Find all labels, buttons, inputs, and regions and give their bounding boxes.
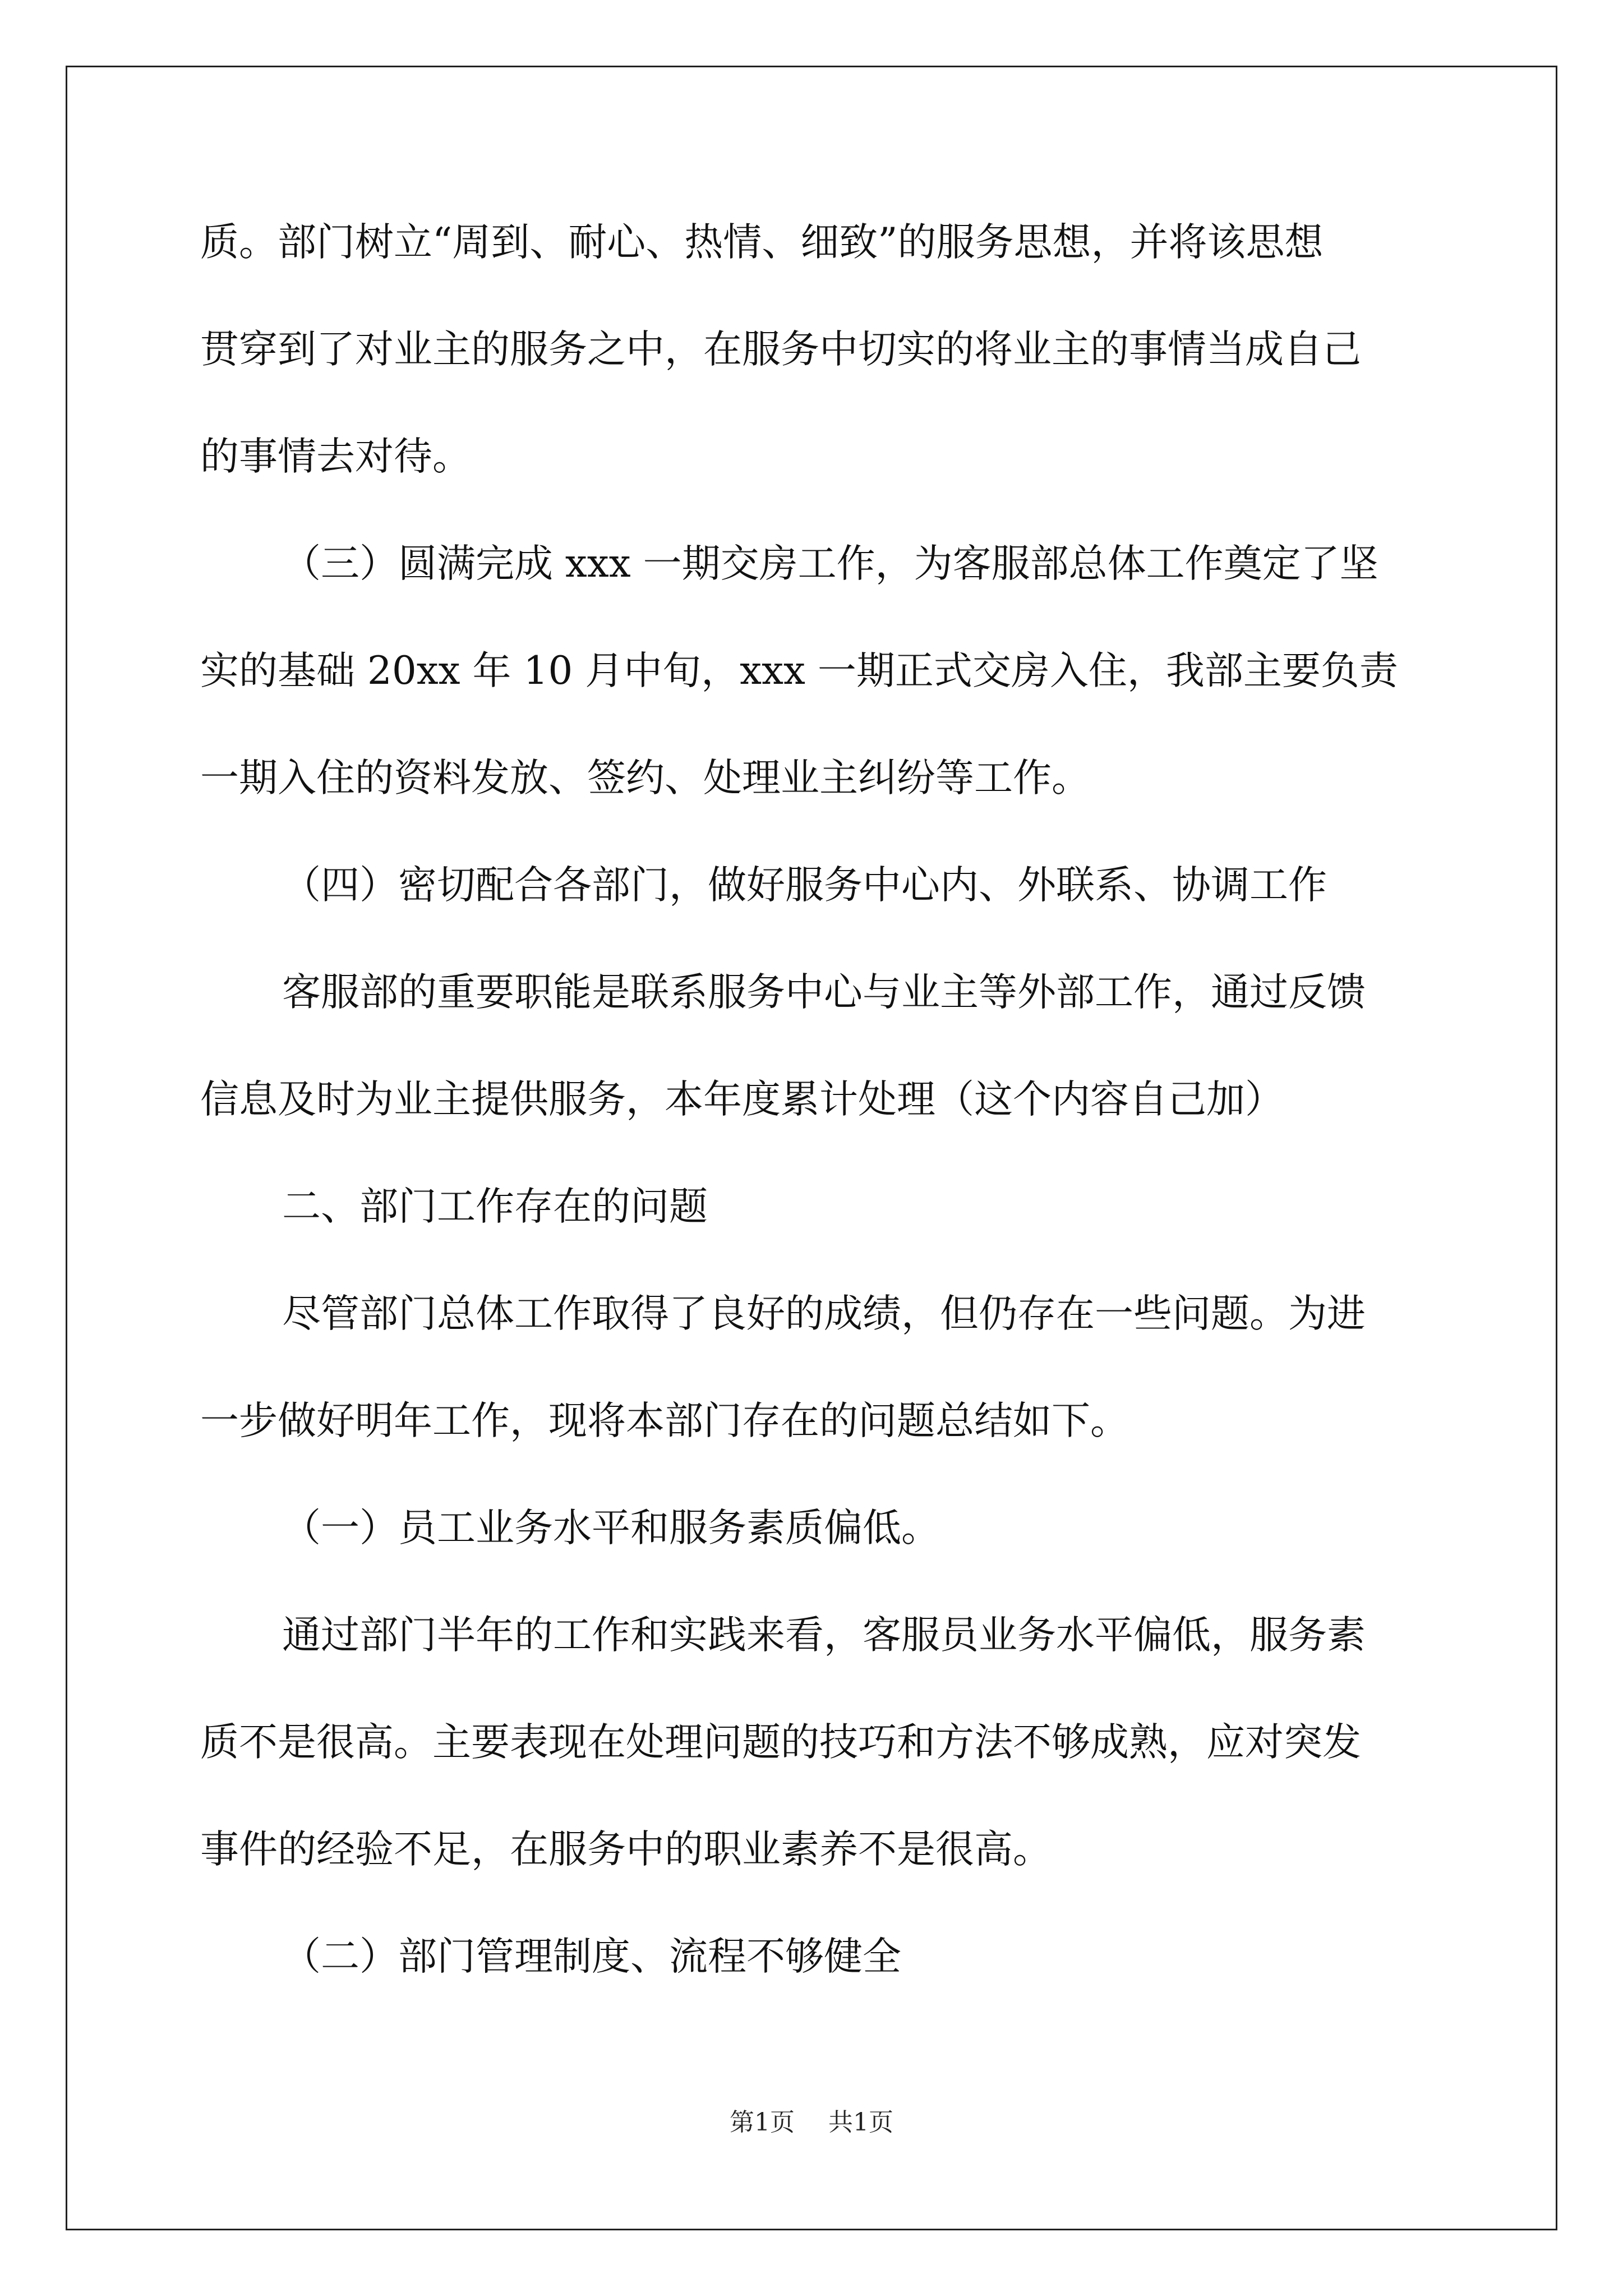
section-heading-1: （一）员工业务水平和服务素质偏低。 bbox=[282, 1506, 940, 1550]
paragraph-line: 实的基础 20xx 年 10 月中旬，xxx 一期正式交房入住，我部主要负责 bbox=[200, 648, 1398, 693]
paragraph-line: 通过部门半年的工作和实践来看，客服员业务水平偏低，服务素 bbox=[282, 1613, 1366, 1658]
paragraph-line: 尽管部门总体工作取得了良好的成绩，但仍存在一些问题。为进 bbox=[282, 1291, 1366, 1336]
page-footer bbox=[0, 2107, 1623, 2138]
paragraph-line: 贯穿到了对业主的服务之中，在服务中切实的将业主的事情当成自己 bbox=[200, 327, 1361, 372]
section-heading-2: （二）部门管理制度、流程不够健全 bbox=[282, 1934, 901, 1979]
paragraph-line: 一步做好明年工作，现将本部门存在的问题总结如下。 bbox=[200, 1398, 1129, 1443]
paragraph-line: 的事情去对待。 bbox=[200, 434, 471, 479]
section-heading-4: （四）密切配合各部门，做好服务中心内、外联系、协调工作 bbox=[282, 863, 1327, 908]
paragraph-line: 信息及时为业主提供服务，本年度累计处理（这个内容自己加） bbox=[200, 1077, 1284, 1122]
document-body bbox=[200, 217, 1437, 1983]
paragraph-line: 事件的经验不足，在服务中的职业素养不是很高。 bbox=[200, 1827, 1052, 1872]
section-heading-problems: 二、部门工作存在的问题 bbox=[282, 1184, 708, 1229]
paragraph-line: 质。部门树立“周到、耐心、热情、细致”的服务思想，并将该思想 bbox=[200, 220, 1324, 265]
page-number-current: 第1页 bbox=[730, 2108, 795, 2137]
page-number-total: 共1页 bbox=[828, 2108, 893, 2137]
paragraph-line: 客服部的重要职能是联系服务中心与业主等外部工作，通过反馈 bbox=[282, 970, 1366, 1015]
section-heading-3: （三）圆满完成 xxx 一期交房工作，为客服部总体工作奠定了坚 bbox=[282, 541, 1378, 586]
paragraph-line: 一期入住的资料发放、签约、处理业主纠纷等工作。 bbox=[200, 756, 1090, 800]
paragraph-line: 质不是很高。主要表现在处理问题的技巧和方法不够成熟，应对突发 bbox=[200, 1720, 1361, 1765]
